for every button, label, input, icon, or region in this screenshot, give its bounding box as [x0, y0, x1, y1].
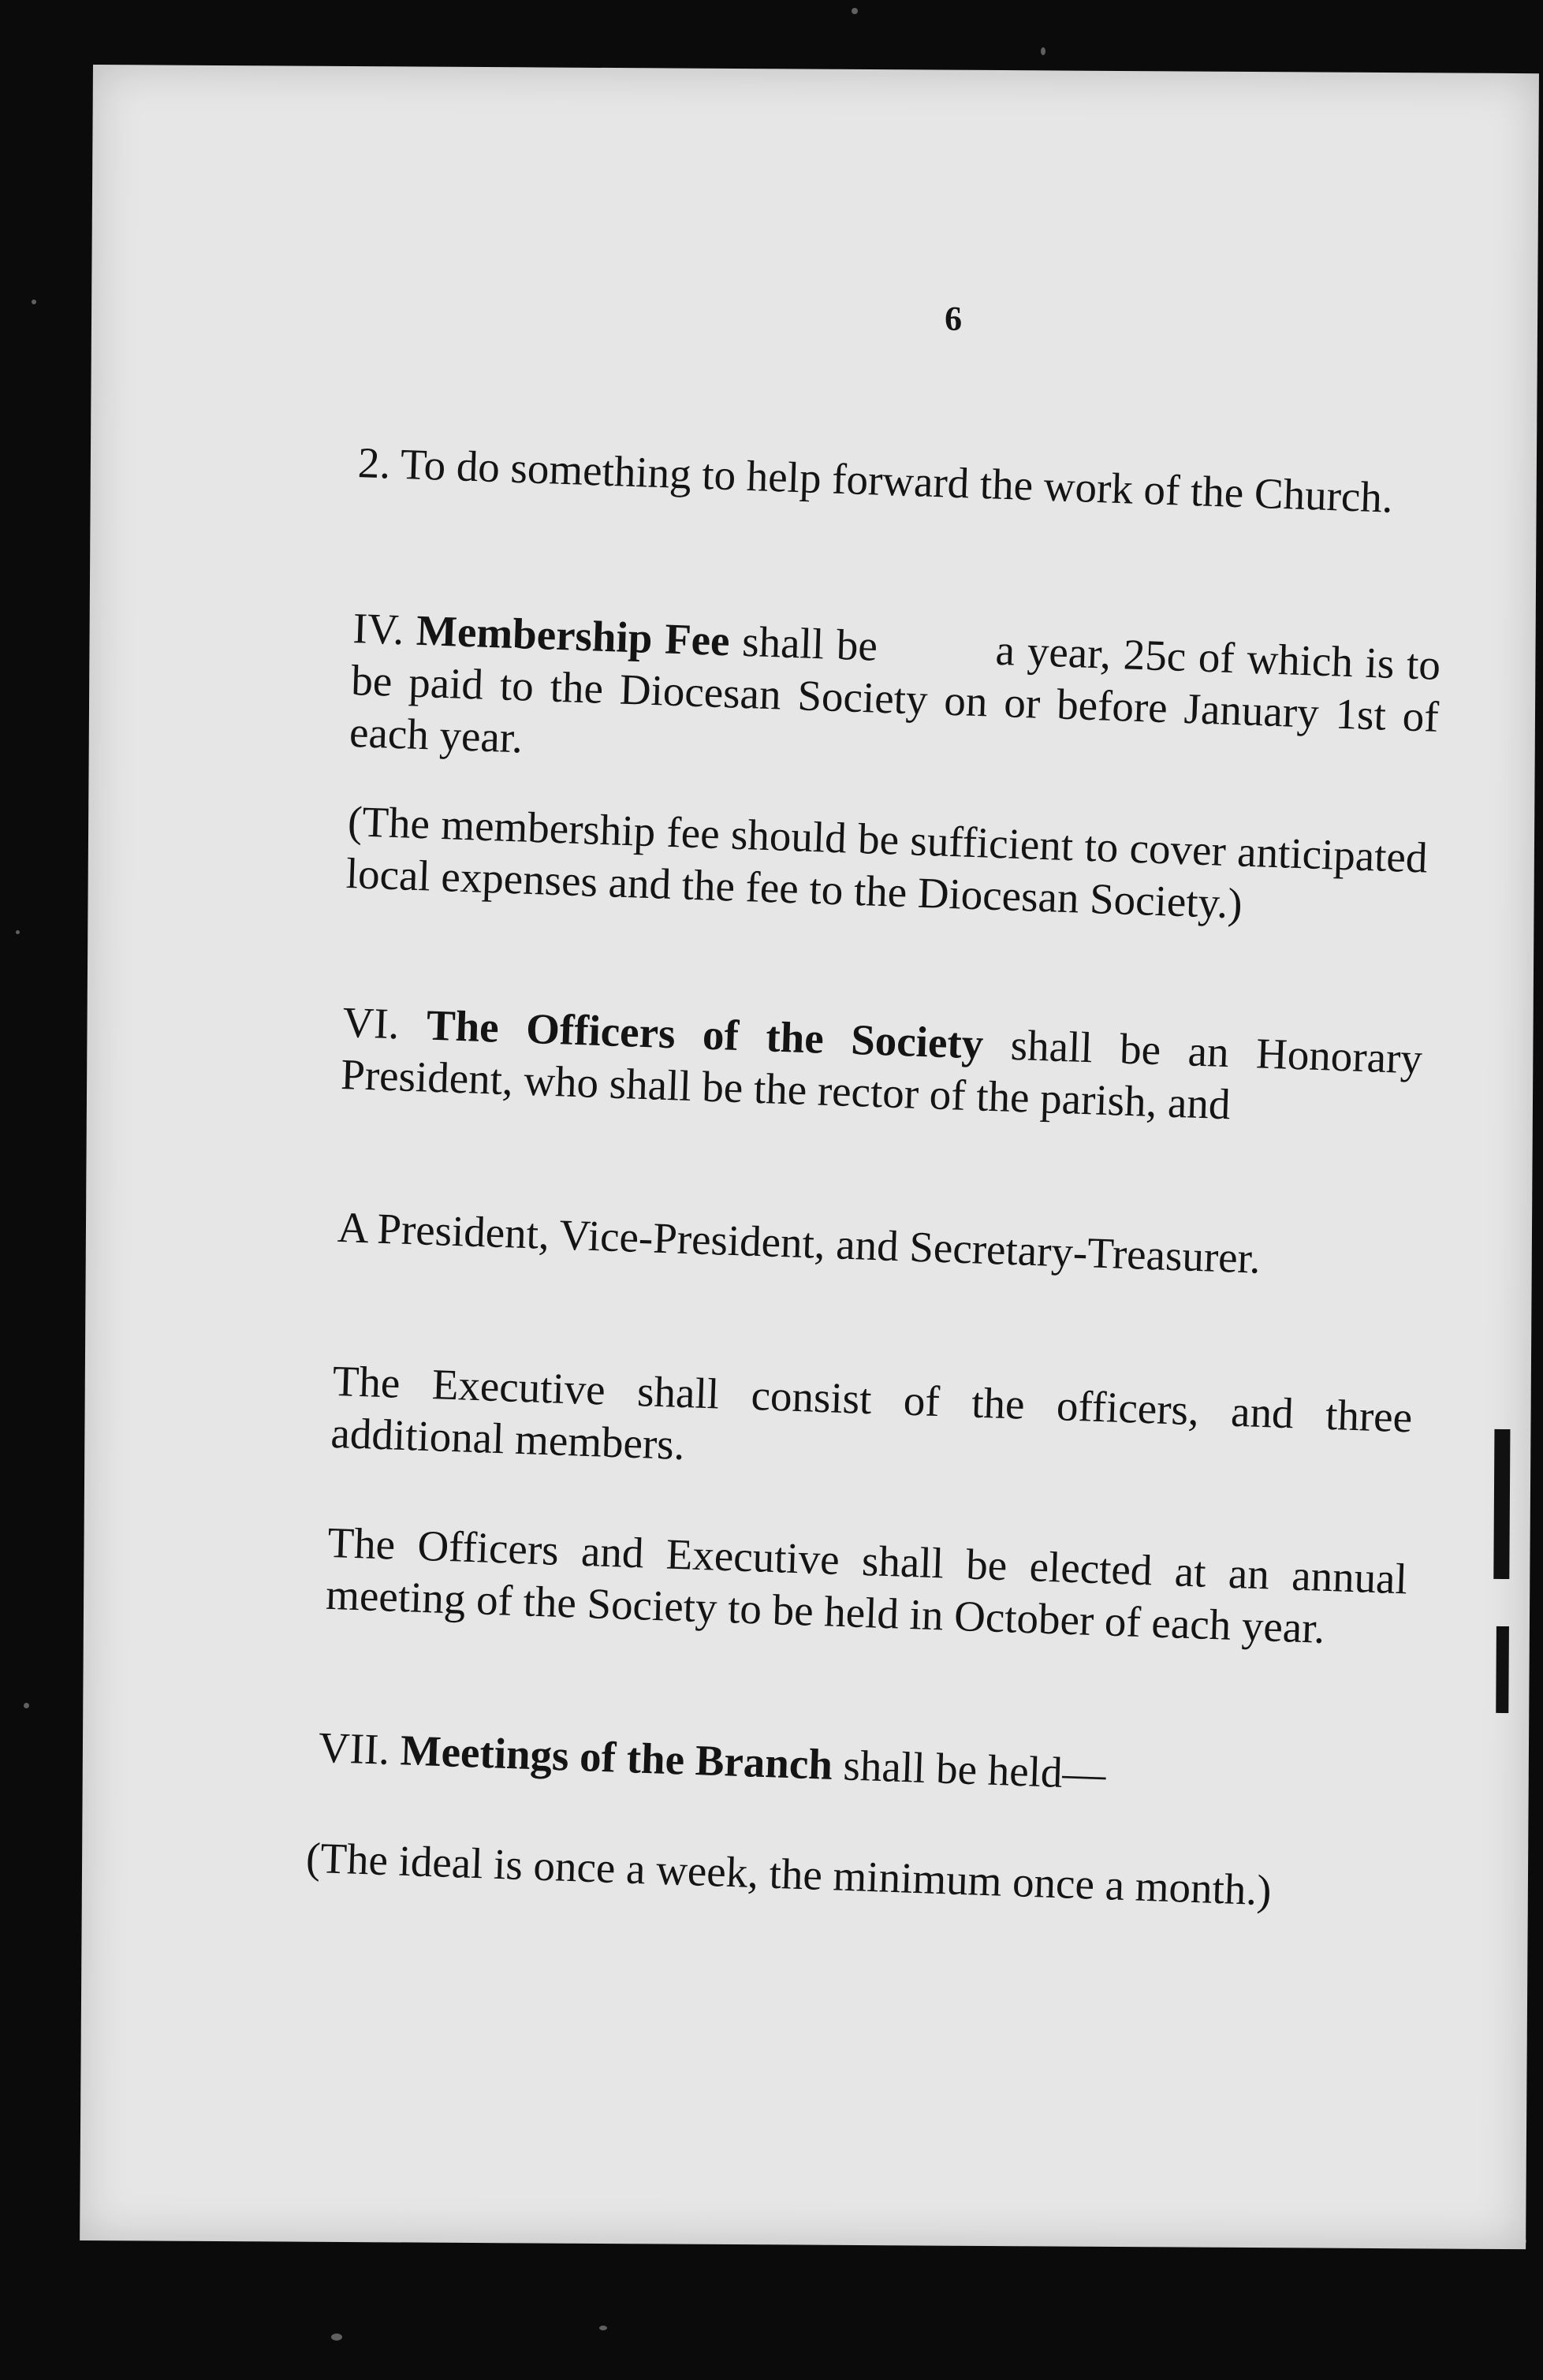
paragraph-officers-list [337, 1201, 1418, 1291]
paragraph-text: shall be held— [842, 1741, 1107, 1798]
paragraph-text: (The membership fee should be sufficient to cover anticipated local expenses and the fee to the Diocesan Society.) [345, 796, 1429, 928]
paragraph-text: The Officers and Executive shall be elected at an annual meeting of the Society to be held in October of each year. [325, 1518, 1408, 1652]
paragraph-text: (The ideal is once a week, the minimum once a month.) [305, 1833, 1273, 1915]
section-number: VII. [318, 1723, 391, 1774]
blank-space [877, 661, 995, 665]
paragraph-membership-note [345, 795, 1429, 937]
paragraph-text: 2. To do something to help forward the work of the Church. [356, 438, 1394, 522]
section-heading: Meetings of the Branch [399, 1726, 833, 1789]
paragraph-purpose-2 [357, 437, 1438, 526]
paragraph-text: a year, 25c of which is to be paid to the Diocesan Society on or before January 1st of each year. [348, 625, 1441, 762]
margin-mark [1496, 1626, 1509, 1713]
paragraph-officers [340, 996, 1423, 1138]
document-page [80, 65, 1539, 2249]
paragraph-text: shall be [741, 616, 878, 670]
paragraph-meetings [318, 1722, 1399, 1811]
paragraph-text: A President, Vice-President, and Secretary-Treasurer. [337, 1202, 1262, 1283]
paragraph-executive [330, 1355, 1414, 1496]
paragraph-text: The Executive shall consist of the officers, and three additional members. [330, 1356, 1414, 1469]
section-number: VI. [341, 997, 401, 1048]
paragraph-membership-fee [348, 602, 1441, 795]
paragraph-meetings-note [305, 1832, 1386, 1921]
page-number: 6 [944, 299, 963, 338]
margin-mark [1493, 1429, 1510, 1579]
section-number: IV. [352, 604, 405, 654]
paragraph-text: shall be an Honorary President, who shall be the rector of the parish, and [340, 1020, 1423, 1129]
section-heading: The Officers of the Society [426, 1000, 985, 1068]
paragraph-elections [325, 1517, 1408, 1658]
section-heading: Membership Fee [416, 605, 731, 665]
